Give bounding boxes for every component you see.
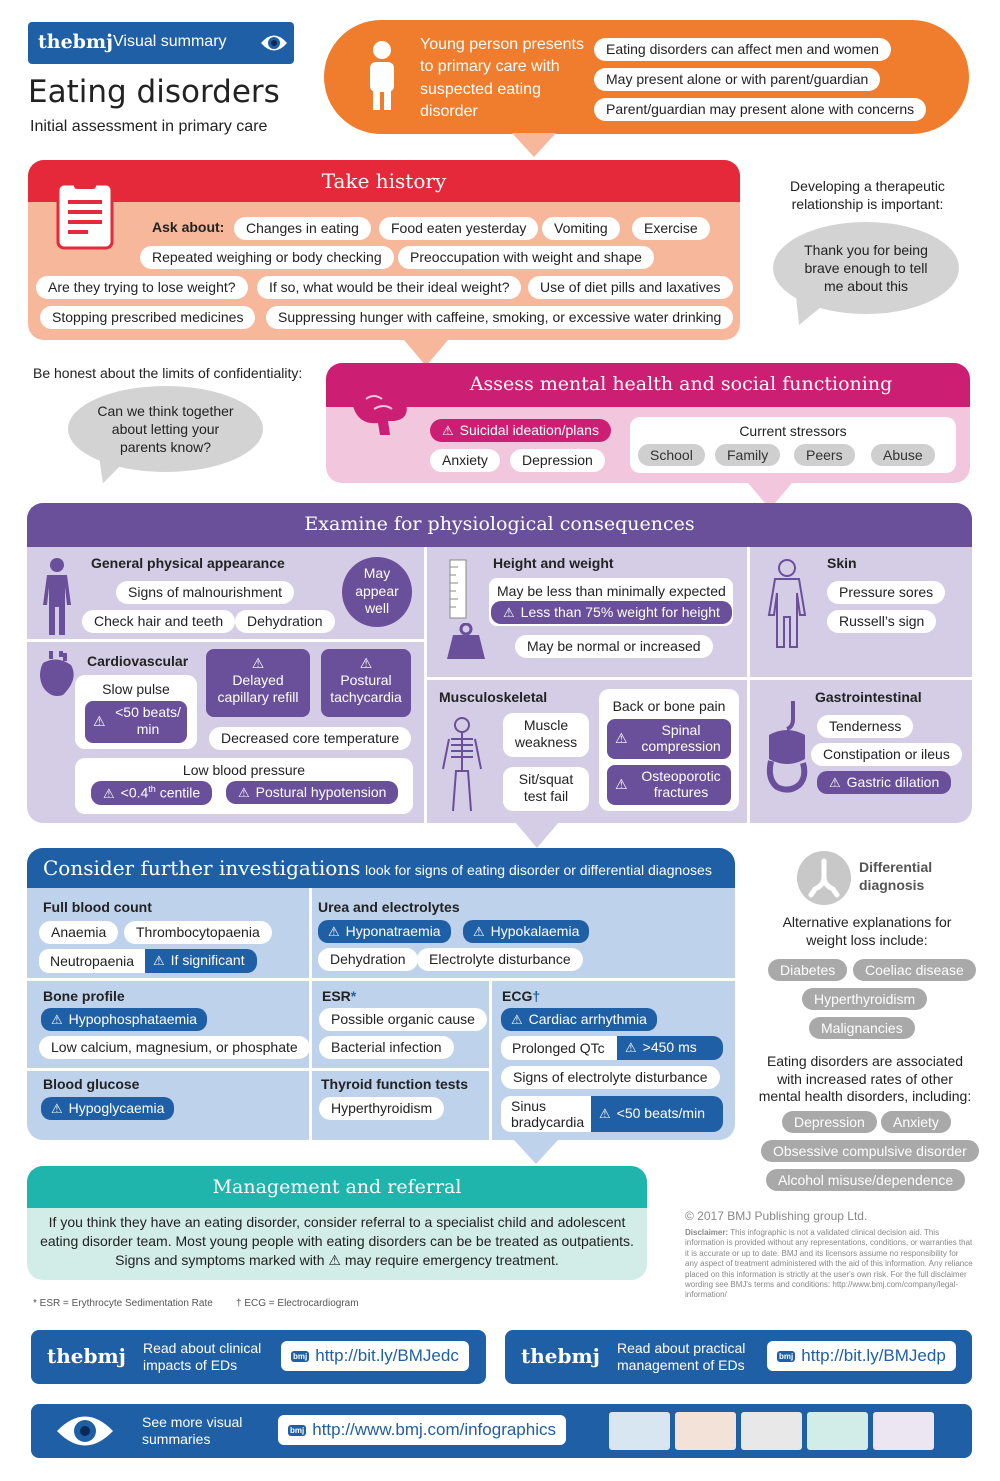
alt-label: Alternative explanations for weight loss include:	[782, 914, 952, 948]
esr-heading-text: ESR	[322, 988, 351, 1004]
eye-icon	[260, 30, 288, 56]
ecg-item-2: Prolonged QTc	[512, 1040, 605, 1056]
bmj-header-badge	[28, 22, 294, 64]
skin-item-2: Russell’s sign	[827, 610, 936, 633]
hypokalaemia-label: Hypokalaemia	[490, 923, 580, 939]
history-panel	[28, 160, 740, 340]
fbc-item-2: Thrombocytopaenia	[124, 921, 272, 944]
brady-value: <50 beats/min	[616, 1105, 705, 1121]
visual-summary-label: Visual summary	[113, 33, 227, 50]
warning-icon: ⚠	[615, 776, 628, 792]
history-pill-9: Use of diet pills and laxatives	[528, 276, 733, 299]
stressor-abuse: Abuse	[871, 444, 935, 466]
bmj-logo: thebmj	[47, 1344, 126, 1368]
centile-pill	[91, 781, 212, 805]
intro-text: Young person presents to primary care with suspected eating disorder	[420, 36, 584, 121]
flow-arrow-1	[512, 133, 556, 157]
management-panel	[27, 1166, 647, 1280]
cardio-heading: Cardiovascular	[87, 653, 189, 669]
postural-hypo-pill	[226, 781, 398, 804]
bmj-logo: thebmj	[521, 1344, 600, 1368]
body-silhouette-icon	[39, 557, 75, 637]
investigations-subtitle: look for signs of eating disorder or differential diagnoses	[365, 862, 712, 878]
infographics-url-text[interactable]: http://www.bmj.com/infographics	[312, 1420, 556, 1439]
investigations-panel	[27, 848, 735, 1140]
warning-icon: ⚠	[328, 1252, 341, 1268]
if-significant-label: If significant	[170, 952, 245, 968]
osteo-label: Osteoporotic fractures	[641, 768, 721, 801]
glucose-heading: Blood glucose	[43, 1076, 140, 1092]
postural-tachy-label: Postural tachycardia	[330, 672, 402, 705]
history-pill-10: Stopping prescribed medicines	[40, 306, 255, 329]
gastro-item-1: Tenderness	[817, 715, 913, 738]
hypophosphataemia-label: Hypophosphataemia	[68, 1011, 198, 1027]
flow-arrow-4	[515, 822, 559, 848]
height-heading: Height and weight	[493, 555, 614, 571]
depression-pill: Depression	[510, 449, 605, 472]
page-subtitle: Initial assessment in primary care	[30, 118, 268, 135]
intro-panel	[324, 20, 969, 134]
therapeutic-label: Developing a therapeutic relationship is important:	[790, 178, 945, 213]
cardiac-arrhythmia-label: Cardiac arrhythmia	[528, 1011, 647, 1027]
bone-heading: Bone profile	[43, 988, 125, 1004]
disclaimer	[685, 1228, 973, 1301]
centile-value: <0.4	[120, 784, 149, 801]
general-heading: General physical appearance	[91, 555, 285, 571]
warning-icon: ⚠	[829, 775, 841, 790]
slow-pulse-label: Slow pulse	[102, 681, 170, 697]
hyponatraemia-label: Hyponatraemia	[345, 923, 441, 939]
general-item-2: Check hair and teeth	[82, 610, 235, 633]
footer-link-panel-2	[505, 1330, 972, 1384]
brady-badge	[591, 1096, 723, 1132]
divider	[27, 639, 424, 642]
warning-icon: ⚠	[51, 1012, 63, 1027]
divider	[424, 547, 427, 823]
warning-icon: ⚠	[153, 953, 165, 968]
qtc-badge	[617, 1036, 723, 1060]
gastro-item-3	[817, 771, 951, 794]
spinal-label: Spinal compression	[641, 722, 721, 755]
flow-arrow-5	[514, 1140, 558, 1164]
ask-about-label: Ask about:	[152, 219, 225, 235]
bmj-mini-logo: bmj	[293, 1352, 308, 1362]
mental-title: Assess mental health and social functioning	[469, 373, 893, 395]
infographic-thumbnail[interactable]	[807, 1412, 868, 1450]
fbc-item-1: Anaemia	[39, 921, 118, 944]
infographic-thumbnail[interactable]	[609, 1412, 670, 1450]
gastric-dilation-label: Gastric dilation	[846, 774, 940, 790]
core-temp-pill: Decreased core temperature	[209, 727, 411, 750]
warning-icon: ⚠	[599, 1106, 611, 1121]
management-line-1: If you think they have an eating disorder, consider referral to a specialist child and adolescent	[48, 1214, 626, 1230]
esr-item-1: Possible organic cause	[319, 1008, 487, 1031]
warning-icon: ⚠	[238, 785, 250, 800]
ecg-item-4: Signs of electrolyte disturbance	[501, 1066, 720, 1089]
history-pill-2: Food eaten yesterday	[379, 217, 538, 240]
esr-mark: *	[350, 988, 357, 1004]
if-significant-badge	[145, 949, 257, 973]
assoc-alcohol: Alcohol misuse/dependence	[766, 1169, 965, 1191]
warning-icon: ⚠	[615, 730, 628, 746]
intro-pill-2: May present alone or with parent/guardian	[594, 68, 880, 91]
warning-icon: ⚠	[93, 713, 106, 729]
hypoglycaemia-label: Hypoglycaemia	[68, 1100, 165, 1116]
suicidal-pill	[430, 419, 611, 442]
musculo-heading: Musculoskeletal	[439, 689, 548, 705]
fbc-heading: Full blood count	[43, 899, 152, 915]
low-bp-label: Low blood pressure	[182, 762, 306, 778]
eye-icon	[55, 1412, 115, 1450]
history-pill-4: Exercise	[632, 217, 710, 240]
bmj-mini-logo: bmj	[779, 1352, 794, 1362]
beats-label: <50 beats/ min	[115, 704, 181, 737]
warning-icon: ⚠	[625, 1040, 637, 1055]
divider	[489, 981, 492, 1140]
management-line-3a: Signs and symptoms marked with	[115, 1252, 325, 1268]
brain-icon	[344, 379, 412, 437]
history-pill-6: Preoccupation with weight and shape	[398, 246, 654, 269]
spinal-badge	[607, 719, 731, 759]
delayed-label: Delayed capillary refill	[217, 672, 299, 705]
back-pain-label: Back or bone pain	[612, 698, 726, 714]
footer-link-panel-1	[31, 1330, 486, 1384]
confidentiality-label: Be honest about the limits of confidentiality:	[33, 365, 303, 381]
divider	[27, 1068, 489, 1071]
centile-suffix: centile	[155, 784, 201, 801]
urea-item-1	[318, 920, 451, 943]
gastro-heading: Gastrointestinal	[815, 689, 922, 705]
ecg-item-1	[501, 1008, 657, 1031]
disclaimer-label: Disclaimer:	[685, 1228, 729, 1237]
skeleton-icon	[439, 717, 485, 813]
thumbnail-strip[interactable]	[609, 1412, 934, 1450]
management-line-2: eating disorder team. Most young people with eating disorders can be be treated as outpatients.	[40, 1233, 634, 1249]
height-item-2-label: Less than 75% weight for height	[520, 604, 720, 620]
urea-item-2	[463, 920, 589, 943]
stressor-peers: Peers	[794, 444, 855, 466]
skin-body-icon	[765, 559, 809, 649]
warning-icon: ⚠	[503, 605, 515, 620]
warning-icon: ⚠	[511, 1012, 523, 1027]
management-line-3b: may require emergency treatment.	[344, 1252, 559, 1268]
footnote-ecg: † ECG = Electrocardiogram	[236, 1298, 359, 1309]
examine-panel	[27, 503, 972, 823]
intro-pill-3: Parent/guardian may present alone with concerns	[594, 98, 926, 121]
warning-icon: ⚠	[251, 655, 265, 671]
link1-url[interactable]	[281, 1341, 469, 1371]
infographic-thumbnail[interactable]	[741, 1412, 802, 1450]
warning-icon: ⚠	[103, 785, 115, 801]
beats-badge	[85, 701, 187, 743]
warning-icon: ⚠	[442, 423, 454, 438]
alt-malignancies: Malignancies	[809, 1017, 915, 1039]
height-item-2	[491, 601, 732, 624]
history-pill-8: If so, what would be their ideal weight?	[257, 276, 521, 299]
delayed-refill-badge	[206, 649, 310, 717]
management-title: Management and referral	[212, 1176, 462, 1198]
warning-icon: ⚠	[328, 924, 340, 939]
differential-title: Differential diagnosis	[859, 859, 933, 894]
link1-text: Read about clinical impacts of EDs	[143, 1340, 262, 1373]
general-item-3: Dehydration	[235, 610, 335, 633]
fbc-item-3: Neutropaenia	[50, 953, 135, 969]
skin-item-1: Pressure sores	[827, 581, 945, 604]
stressors-box	[630, 417, 956, 473]
copyright: © 2017 BMJ Publishing group Ltd.	[685, 1209, 868, 1223]
bmj-mini-logo: bmj	[290, 1426, 305, 1436]
mental-panel	[326, 363, 970, 483]
management-line-3	[27, 1252, 647, 1269]
thyroid-item-1: Hyperthyroidism	[319, 1097, 444, 1120]
therapeutic-speech-bubble: Thank you for being brave enough to tell me about this	[773, 222, 959, 314]
footnote-esr: * ESR = Erythrocyte Sedimentation Rate	[33, 1298, 213, 1309]
link2-url-text[interactable]: http://bit.ly/BMJedp	[801, 1346, 946, 1365]
warning-icon: ⚠	[51, 1101, 63, 1116]
alt-hyperthyroidism: Hyperthyroidism	[802, 988, 927, 1010]
divider	[427, 677, 747, 680]
investigations-title: Consider further investigations	[43, 856, 361, 880]
muscle-weakness-label: Muscle weakness	[514, 717, 578, 750]
ecg-heading-text: ECG	[502, 988, 533, 1004]
urea-item-3: Dehydration	[318, 948, 418, 971]
stressor-school: School	[638, 444, 705, 466]
ecg-mark: †	[532, 988, 541, 1004]
assoc-anxiety: Anxiety	[881, 1111, 951, 1133]
may-appear-well-badge: May appear well	[342, 557, 412, 627]
infographics-url[interactable]	[278, 1415, 566, 1445]
bone-item-2: Low calcium, magnesium, or phosphate	[39, 1036, 310, 1059]
stressor-family: Family	[715, 444, 780, 466]
history-pill-7: Are they trying to lose weight?	[36, 276, 248, 299]
divider	[750, 677, 972, 680]
heart-icon	[37, 649, 77, 699]
history-pill-5: Repeated weighing or body checking	[140, 246, 394, 269]
history-pill-3: Vomiting	[542, 217, 620, 240]
bmj-logo: thebmj	[38, 31, 113, 53]
bone-item-1	[41, 1008, 207, 1031]
height-item-1: May be less than minimally expected	[497, 583, 726, 599]
confidentiality-speech-bubble: Can we think together about letting your parents know?	[68, 386, 263, 472]
general-item-1: Signs of malnourishment	[116, 581, 294, 604]
postural-tachy-badge	[321, 649, 411, 717]
skin-heading: Skin	[827, 555, 857, 571]
see-more-text: See more visual summaries	[142, 1414, 243, 1447]
person-icon	[364, 40, 400, 112]
sitsquat-label: Sit/squat test fail	[518, 771, 574, 804]
bradycardia-box	[501, 1096, 723, 1132]
ecg-heading	[502, 988, 540, 1004]
intro-pill-1: Eating disorders can affect men and women	[594, 38, 891, 61]
divider	[309, 888, 312, 1140]
history-pill-11: Suppressing hunger with caffeine, smoking, or excessive water drinking	[266, 306, 733, 329]
height-item-3: May be normal or increased	[515, 635, 713, 658]
clipboard-icon	[56, 178, 114, 250]
gastro-item-2: Constipation or ileus	[811, 743, 962, 766]
intestine-icon	[763, 699, 811, 793]
stressors-label: Current stressors	[739, 423, 847, 439]
divider	[27, 978, 735, 981]
urea-heading: Urea and electrolytes	[318, 899, 460, 915]
ruler-icon	[449, 559, 469, 619]
suicidal-label: Suicidal ideation/plans	[459, 422, 599, 438]
qtc-value: >450 ms	[642, 1039, 697, 1055]
urea-item-4: Electrolyte disturbance	[417, 948, 583, 971]
alt-coeliac: Coeliac disease	[853, 959, 976, 981]
link2-text: Read about practical management of EDs	[617, 1340, 746, 1373]
neutropaenia-box	[39, 949, 257, 973]
esr-heading	[322, 988, 356, 1004]
link2-url[interactable]	[767, 1341, 956, 1371]
examine-title: Examine for physiological consequences	[304, 513, 695, 535]
assoc-depression: Depression	[782, 1111, 877, 1133]
alt-diabetes: Diabetes	[768, 959, 847, 981]
postural-hypo-label: Postural hypotension	[255, 784, 387, 800]
warning-icon: ⚠	[359, 655, 373, 671]
ecg-item-5: Sinus bradycardia	[511, 1098, 585, 1131]
divider	[747, 547, 750, 823]
anxiety-pill: Anxiety	[430, 449, 500, 472]
osteo-badge	[607, 765, 731, 805]
esr-item-2: Bacterial infection	[319, 1036, 454, 1059]
footer-infographics-panel	[31, 1404, 972, 1458]
weight-icon	[445, 623, 487, 661]
glucose-item-1	[41, 1097, 174, 1120]
thyroid-heading: Thyroid function tests	[321, 1076, 468, 1092]
link1-url-text[interactable]: http://bit.ly/BMJedc	[315, 1346, 459, 1365]
history-title: Take history	[321, 169, 447, 193]
differential-branch-icon	[797, 851, 851, 905]
assoc-label: Eating disorders are associated with increased rates of other mental health disorders, including:	[758, 1053, 972, 1104]
disclaimer-text: This infographic is not a validated clinical decision aid. This information is provided without any representations, conditions, or warranties that it is accurate or up to date. BMJ and its licensors assume no responsibility for any aspect of treatment administered with the aid of this information. Any reliance placed on this information is strictly at the user's own risk. For the full disclaimer wording see BMJ's terms and conditions: http://www.bmj.com/company/legal-information/	[685, 1228, 973, 1300]
page-title: Eating disorders	[28, 74, 280, 110]
history-pill-1: Changes in eating	[234, 217, 371, 240]
infographic-thumbnail[interactable]	[873, 1412, 934, 1450]
assoc-ocd: Obsessive compulsive disorder	[761, 1140, 979, 1162]
warning-icon: ⚠	[473, 924, 485, 939]
centile-sup: th	[148, 784, 156, 794]
infographic-thumbnail[interactable]	[675, 1412, 736, 1450]
qtc-box	[501, 1036, 723, 1060]
